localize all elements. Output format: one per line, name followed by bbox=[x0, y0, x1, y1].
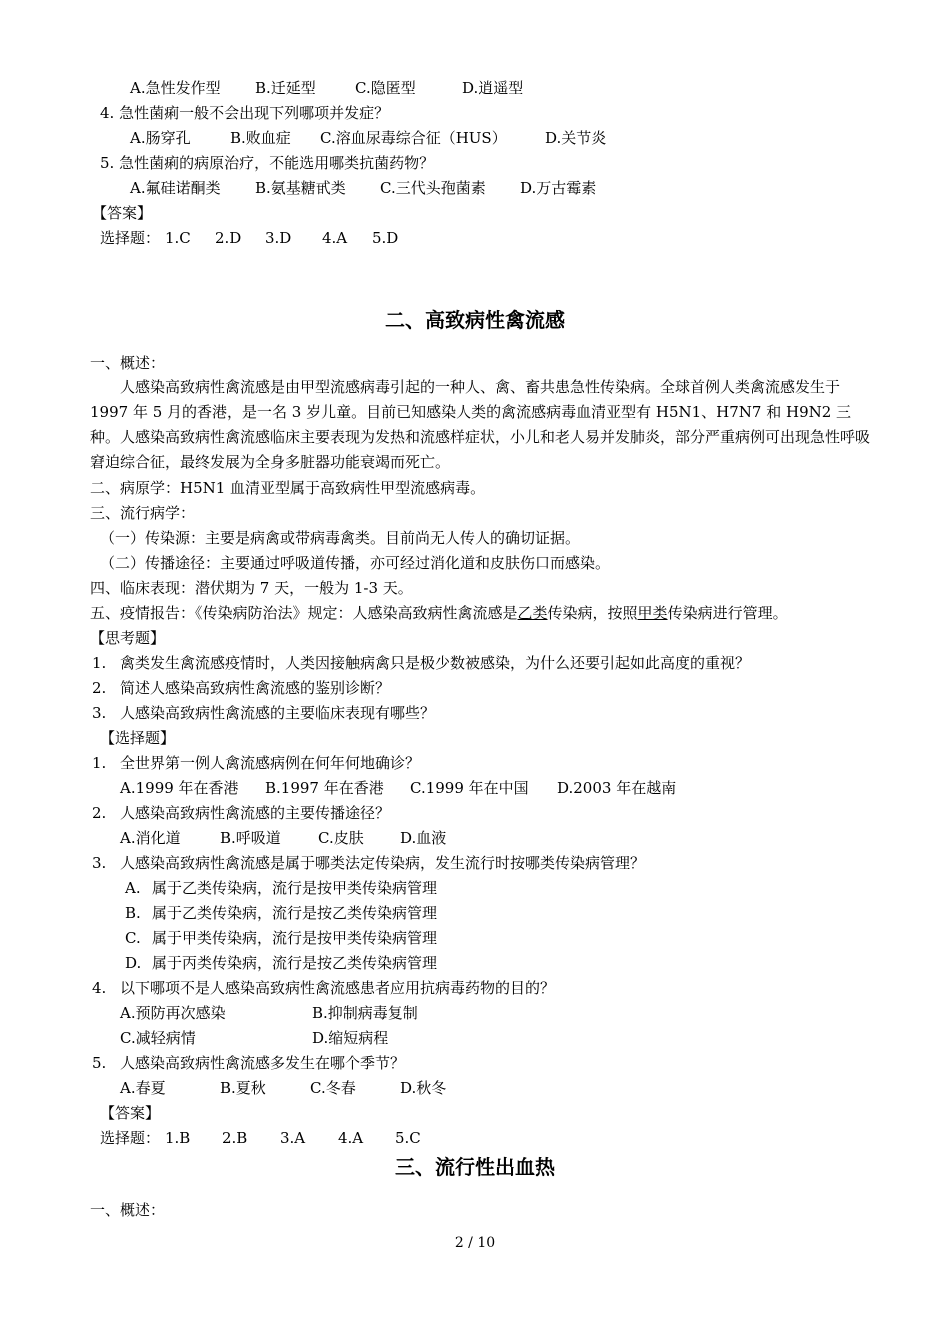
page-number: 2 / 10 bbox=[454, 1235, 496, 1251]
report-text: 五、疫情报告：《传染病防治法》规定：人感染高致病性禽流感是 bbox=[90, 604, 518, 622]
report-text: 传染病进行管理。 bbox=[667, 604, 788, 622]
option: B.氨基糖甙类 bbox=[255, 179, 346, 197]
answer: 1.C bbox=[165, 229, 191, 247]
epidemiology-heading: 三、流行病学： bbox=[90, 504, 196, 522]
answer-label: 选择题： bbox=[100, 1129, 161, 1147]
answer-label: 选择题： bbox=[100, 229, 161, 247]
option: C.三代头孢菌素 bbox=[380, 179, 486, 197]
report-class-b: 乙类 bbox=[517, 604, 548, 622]
option-key: B. bbox=[125, 904, 141, 922]
option: A.预防再次感染 bbox=[120, 1004, 226, 1022]
question-number: 3. bbox=[92, 854, 107, 872]
option: B.呼吸道 bbox=[220, 829, 281, 847]
question-text: 以下哪项不是人感染高致病性禽流感患者应用抗病毒药物的目的？ bbox=[120, 979, 556, 997]
option: C.皮肤 bbox=[318, 829, 364, 847]
item-number: 2. bbox=[92, 679, 107, 697]
choice-heading: 【选择题】 bbox=[100, 729, 176, 747]
answer: 2.D bbox=[215, 229, 242, 247]
answer: 3.D bbox=[265, 229, 292, 247]
prev-answer-heading: 【答案】 bbox=[92, 204, 153, 222]
answer: 1.B bbox=[165, 1129, 191, 1147]
clinical: 四、临床表现：潜伏期为 7 天，一般为 1-3 天。 bbox=[90, 579, 413, 597]
epidemiology-source: （一）传染源：主要是病禽或带病毒禽类。目前尚无人传人的确切证据。 bbox=[100, 529, 581, 547]
option-text: 属于甲类传染病，流行是按甲类传染病管理 bbox=[152, 929, 438, 947]
option: D.逍遥型 bbox=[462, 79, 524, 97]
option: A.消化道 bbox=[120, 829, 181, 847]
question-number: 5. bbox=[92, 1054, 107, 1072]
epidemic-report bbox=[90, 603, 788, 623]
answer: 4.A bbox=[322, 229, 348, 247]
option: C.冬春 bbox=[310, 1079, 356, 1097]
answer-heading: 【答案】 bbox=[100, 1104, 161, 1122]
answer: 2.B bbox=[222, 1129, 248, 1147]
think-heading: 【思考题】 bbox=[90, 629, 166, 647]
option: A.肠穿孔 bbox=[130, 129, 191, 147]
section-title: 二、高致病性禽流感 bbox=[385, 308, 565, 332]
etiology: 二、病原学：H5N1 血清亚型属于高致病性甲型流感病毒。 bbox=[90, 479, 486, 497]
option: A.春夏 bbox=[120, 1079, 166, 1097]
item-number: 1. bbox=[92, 654, 107, 672]
option-key: A. bbox=[125, 879, 141, 897]
option: C.隐匿型 bbox=[355, 79, 416, 97]
item-text: 禽类发生禽流感疫情时，人类因接触病禽只是极少数被感染，为什么还要引起如此高度的重视？ bbox=[120, 654, 751, 672]
question-text: 人感染高致病性禽流感是属于哪类法定传染病，发生流行时按哪类传染病管理？ bbox=[120, 854, 646, 872]
option: B.迁延型 bbox=[255, 79, 316, 97]
option: A.1999 年在香港 bbox=[120, 779, 239, 797]
option: B.夏秋 bbox=[220, 1079, 266, 1097]
option: D.缩短病程 bbox=[312, 1029, 389, 1047]
question-number: 4. bbox=[92, 979, 107, 997]
answer: 3.A bbox=[280, 1129, 306, 1147]
report-text: 传染病，按照 bbox=[547, 604, 638, 622]
item-text: 简述人感染高致病性禽流感的鉴别诊断？ bbox=[120, 679, 391, 697]
answer: 5.C bbox=[395, 1129, 421, 1147]
option: C.溶血尿毒综合征（HUS） bbox=[320, 129, 507, 147]
item-number: 3. bbox=[92, 704, 107, 722]
option-key: D. bbox=[125, 954, 142, 972]
prev-q4: 4. 急性菌痢一般不会出现下列哪项并发症？ bbox=[100, 104, 390, 122]
overview-heading: 一、概述： bbox=[90, 354, 166, 372]
option: D.关节炎 bbox=[545, 129, 607, 147]
option: C.1999 年在中国 bbox=[410, 779, 529, 797]
option: B.1997 年在香港 bbox=[265, 779, 384, 797]
report-class-a: 甲类 bbox=[637, 604, 668, 622]
option-text: 属于丙类传染病，流行是按乙类传染病管理 bbox=[152, 954, 438, 972]
option: A.急性发作型 bbox=[130, 79, 221, 97]
question-number: 1. bbox=[92, 754, 107, 772]
option: C.减轻病情 bbox=[120, 1029, 196, 1047]
option-key: C. bbox=[125, 929, 141, 947]
answer: 5.D bbox=[372, 229, 399, 247]
epidemiology-route: （二）传播途径：主要通过呼吸道传播，亦可经过消化道和皮肤伤口而感染。 bbox=[100, 554, 611, 572]
question-text: 人感染高致病性禽流感的主要传播途径？ bbox=[120, 804, 391, 822]
answer: 4.A bbox=[338, 1129, 364, 1147]
item-text: 人感染高致病性禽流感的主要临床表现有哪些？ bbox=[120, 704, 436, 722]
section-title: 三、流行性出血热 bbox=[395, 1155, 555, 1179]
option: D.秋冬 bbox=[400, 1079, 447, 1097]
question-number: 2. bbox=[92, 804, 107, 822]
option-text: 属于乙类传染病，流行是按甲类传染病管理 bbox=[152, 879, 438, 897]
question-text: 人感染高致病性禽流感多发生在哪个季节？ bbox=[120, 1054, 406, 1072]
overview-paragraph: 人感染高致病性禽流感是由甲型流感病毒引起的一种人、禽、畜共患急性传染病。全球首例人类禽流感发生于 1997 年 5 月的香港，是一名 3 岁儿童。目前已知感染人类的禽流感病毒血清亚型有 H5N1、H7N7 和 H9N2 三种。人感染高致病性禽流感临床主要表现为发热和流感样症状，小儿和老人易并发肺炎，部分严重病例可出现急性呼吸窘迫综合征，最终发展为全身多脏器功能衰竭而死亡。 bbox=[90, 378, 871, 471]
option: D.万古霉素 bbox=[520, 179, 597, 197]
option: A.氟硅诺酮类 bbox=[130, 179, 221, 197]
option: B.败血症 bbox=[230, 129, 291, 147]
option: D.2003 年在越南 bbox=[557, 779, 677, 797]
option: B.抑制病毒复制 bbox=[312, 1004, 418, 1022]
prev-q5: 5. 急性菌痢的病原治疗，不能选用哪类抗菌药物？ bbox=[100, 154, 435, 172]
option-text: 属于乙类传染病，流行是按乙类传染病管理 bbox=[152, 904, 438, 922]
option: D.血液 bbox=[400, 829, 447, 847]
overview-heading: 一、概述： bbox=[90, 1201, 166, 1219]
question-text: 全世界第一例人禽流感病例在何年何地确诊？ bbox=[120, 754, 421, 772]
